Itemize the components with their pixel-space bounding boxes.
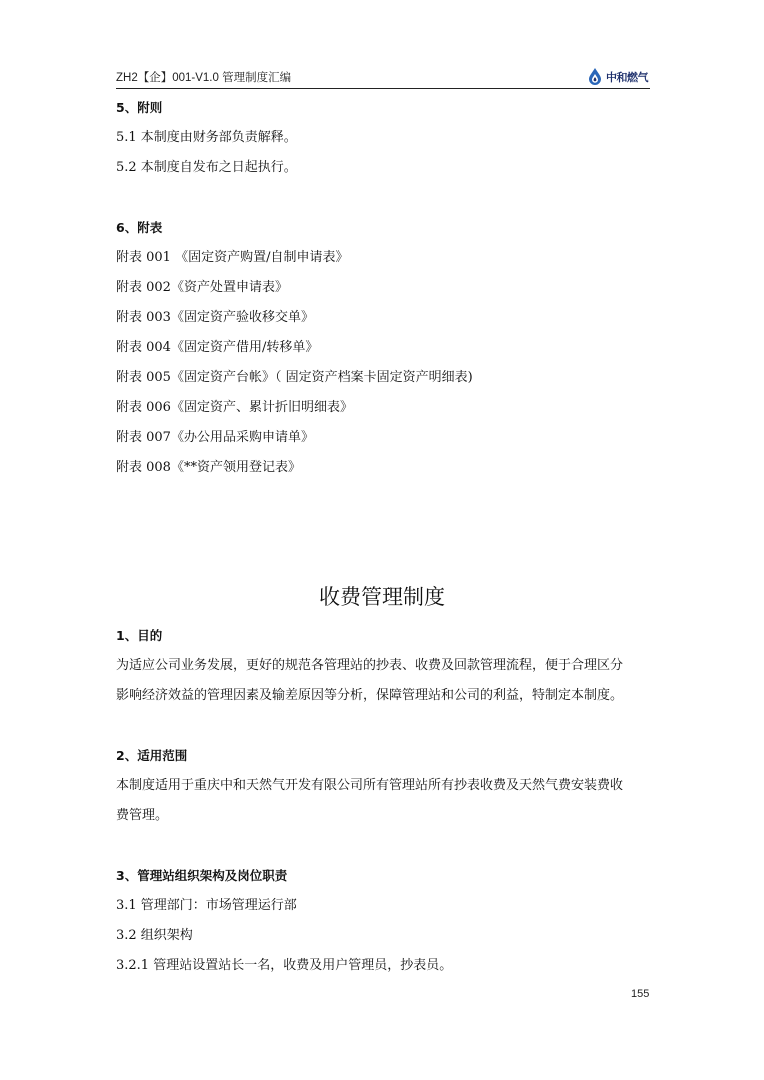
header-doc-code: ZH2【企】001-V1.0 管理制度汇编 <box>116 72 292 84</box>
logo-text: 中和燃气 <box>606 71 648 84</box>
company-logo <box>587 67 648 85</box>
appendix-item: 附表 005《固定资产台帐》（ 固定资产档案卡固定资产明细表) <box>116 370 473 385</box>
section-5-item: 5.2 本制度自发布之日起执行。 <box>116 160 297 175</box>
scope-heading: 2、适用范围 <box>116 748 188 763</box>
appendix-item: 附表 003《固定资产验收移交单》 <box>116 310 314 325</box>
flame-drop-icon <box>587 67 603 85</box>
org-item: 3.2.1 管理站设置站长一名，收费及用户管理员，抄表员。 <box>116 958 453 973</box>
scope-paragraph-line: 费管理。 <box>116 808 169 823</box>
page-number: 155 <box>631 988 650 1000</box>
org-item: 3.2 组织架构 <box>116 928 193 943</box>
scope-paragraph-line: 本制度适用于重庆中和天然气开发有限公司所有管理站所有抄表收费及天然气费安装费收 <box>116 778 624 793</box>
section-5-heading: 5、附则 <box>116 100 163 115</box>
org-heading: 3、管理站组织架构及岗位职责 <box>116 868 288 883</box>
section-6-heading: 6、附表 <box>116 220 163 235</box>
appendix-item: 附表 008《**资产领用登记表》 <box>116 460 301 475</box>
appendix-item: 附表 007《办公用品采购申请单》 <box>116 430 314 445</box>
section-5-item: 5.1 本制度由财务部负责解释。 <box>116 130 297 145</box>
appendix-item: 附表 004《固定资产借用/转移单》 <box>116 340 319 355</box>
purpose-heading: 1、目的 <box>116 628 163 643</box>
appendix-item: 附表 002《资产处置申请表》 <box>116 280 288 295</box>
appendix-item: 附表 006《固定资产、累计折旧明细表》 <box>116 400 353 415</box>
appendix-item: 附表 001 《固定资产购置/自制申请表》 <box>116 250 349 265</box>
org-item: 3.1 管理部门：市场管理运行部 <box>116 898 297 913</box>
purpose-paragraph-line: 影响经济效益的管理因素及输差原因等分析，保障管理站和公司的利益，特制定本制度。 <box>116 688 624 703</box>
purpose-paragraph-line: 为适应公司业务发展，更好的规范各管理站的抄表、收费及回款管理流程，便于合理区分 <box>116 658 624 673</box>
document-title: 收费管理制度 <box>319 585 445 609</box>
page-header <box>116 62 650 89</box>
